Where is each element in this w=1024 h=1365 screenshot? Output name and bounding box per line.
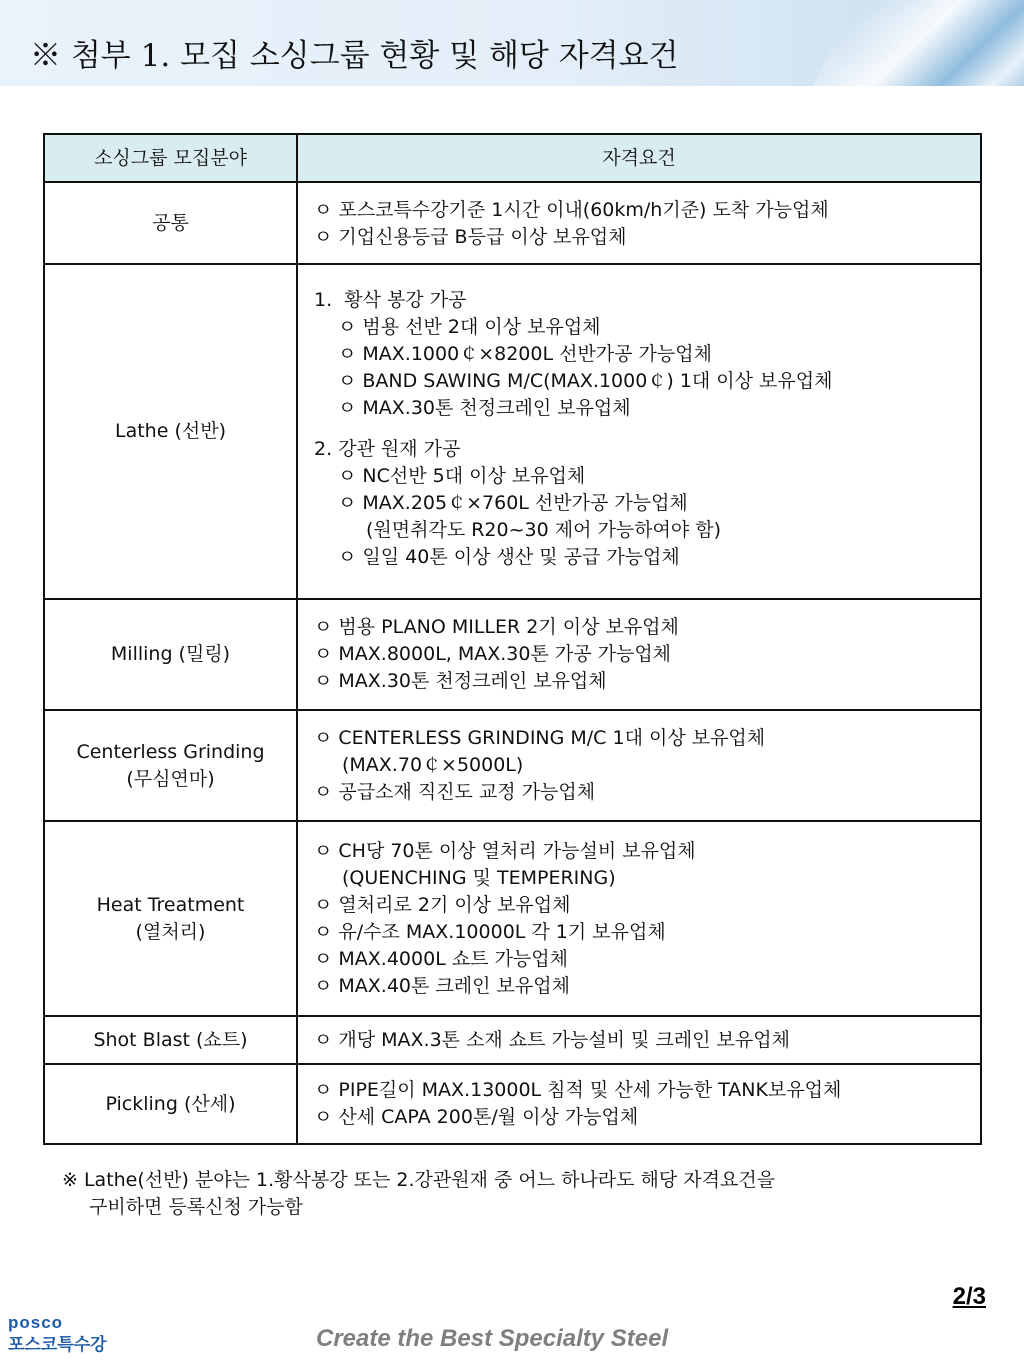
category-cell	[44, 821, 297, 1016]
section-heading: 2. 강관 원재 가공	[314, 438, 461, 460]
requirement-item: ㅇ PIPE길이 MAX.13000L 침적 및 산세 가능한 TANK보유업체	[314, 1079, 842, 1101]
requirements-cell	[297, 821, 981, 1016]
requirement-item: ㅇ MAX.205￠×760L 선반가공 가능업체	[338, 492, 688, 514]
category-label: Shot Blast (쇼트)	[93, 1028, 248, 1051]
category-label: Heat Treatment	[96, 893, 245, 916]
requirement-item: ㅇ NC선반 5대 이상 보유업체	[338, 465, 586, 487]
table-row	[44, 1064, 981, 1144]
requirement-item: ㅇ MAX.4000L 쇼트 가능업체	[314, 948, 568, 970]
table-row	[44, 821, 981, 1016]
requirement-item: ㅇ 포스코특수강기준 1시간 이내(60km/h기준) 도착 가능업체	[314, 199, 829, 221]
requirements-cell	[297, 182, 981, 264]
requirement-item: ㅇ 개당 MAX.3톤 소재 쇼트 가능설비 및 크레인 보유업체	[314, 1029, 790, 1051]
category-label: 공통	[152, 211, 189, 234]
category-label: Lathe (선반)	[115, 420, 226, 442]
category-cell	[44, 1064, 297, 1144]
footnote	[62, 1167, 962, 1221]
footnote-line: ※ Lathe(선반) 분야는 1.황삭봉강 또는 2.강관원재 중 어느 하나라도 해당 자격요건을	[62, 1169, 776, 1191]
requirement-item: ㅇ BAND SAWING M/C(MAX.1000￠) 1대 이상 보유업체	[338, 370, 833, 392]
requirements-cell	[297, 1016, 981, 1064]
table-row	[44, 264, 981, 599]
requirement-item: ㅇ CH당 70톤 이상 열처리 가능설비 보유업체	[314, 840, 696, 862]
requirement-item: ㅇ CENTERLESS GRINDING M/C 1대 이상 보유업체	[314, 727, 766, 749]
requirement-item: ㅇ 범용 선반 2대 이상 보유업체	[338, 316, 601, 338]
category-cell	[44, 182, 297, 264]
section-items	[314, 314, 968, 422]
category-cell	[44, 599, 297, 710]
column-header-category: 소싱그룹 모집분야	[44, 134, 297, 182]
logo-text-en: posco	[8, 1313, 64, 1332]
category-label: Pickling (산세)	[105, 1092, 236, 1115]
requirement-item: ㅇ 공급소재 직진도 교정 가능업체	[314, 781, 596, 803]
requirement-item: ㅇ MAX.1000￠×8200L 선반가공 가능업체	[338, 343, 712, 365]
requirement-item: ㅇ MAX.30톤 천정크레인 보유업체	[314, 670, 607, 692]
requirement-item: ㅇ 열처리로 2기 이상 보유업체	[314, 894, 571, 916]
logo-text-ko: 포스코특수강	[8, 1335, 107, 1355]
footnote-line: 구비하면 등록신청 가능함	[89, 1196, 303, 1218]
requirement-item: ㅇ 범용 PLANO MILLER 2기 이상 보유업체	[314, 616, 679, 638]
table-header-row	[44, 134, 981, 182]
page-number: 2/3	[952, 1283, 986, 1310]
section-items	[314, 463, 968, 571]
requirements-cell	[297, 599, 981, 710]
table-row	[44, 599, 981, 710]
column-header-requirements: 자격요건	[297, 134, 981, 182]
category-label: Centerless Grinding	[76, 740, 265, 763]
requirement-item: ㅇ MAX.40톤 크레인 보유업체	[314, 975, 570, 997]
footer-slogan: Create the Best Specialty Steel	[316, 1325, 669, 1352]
category-cell	[44, 264, 297, 599]
table-row	[44, 182, 981, 264]
category-cell	[44, 710, 297, 821]
requirements-cell	[297, 710, 981, 821]
requirement-item-continuation: (원면취각도 R20~30 제어 가능하여야 함)	[366, 519, 722, 541]
requirement-item-continuation: (QUENCHING 및 TEMPERING)	[342, 867, 616, 889]
requirement-item: ㅇ MAX.8000L, MAX.30톤 가공 가능업체	[314, 643, 672, 665]
company-logo	[8, 1313, 107, 1357]
table-row	[44, 710, 981, 821]
banner-swoosh-decoration	[797, 0, 1024, 86]
category-sublabel: (열처리)	[135, 920, 206, 943]
requirement-item: ㅇ 산세 CAPA 200톤/월 이상 가능업체	[314, 1106, 639, 1128]
category-label: Milling (밀링)	[110, 643, 231, 665]
requirement-item-continuation: (MAX.70￠×5000L)	[342, 754, 524, 776]
requirement-item: ㅇ 유/수조 MAX.10000L 각 1기 보유업체	[314, 921, 666, 943]
page-title: ※ 첨부 1. 모집 소싱그룹 현황 및 해당 자격요건	[30, 38, 679, 74]
requirements-cell	[297, 1064, 981, 1144]
requirement-item: ㅇ MAX.30톤 천정크레인 보유업체	[338, 397, 631, 419]
category-cell	[44, 1016, 297, 1064]
requirements-cell	[297, 264, 981, 599]
requirement-item: ㅇ 일일 40톤 이상 생산 및 공급 가능업체	[338, 546, 680, 568]
section-heading: 1. 황삭 봉강 가공	[314, 289, 467, 311]
requirements-table	[43, 133, 980, 1145]
requirement-item: ㅇ 기업신용등급 B등급 이상 보유업체	[314, 226, 627, 248]
table-row	[44, 1016, 981, 1064]
title-banner	[0, 0, 1024, 86]
category-sublabel: (무심연마)	[126, 767, 215, 790]
